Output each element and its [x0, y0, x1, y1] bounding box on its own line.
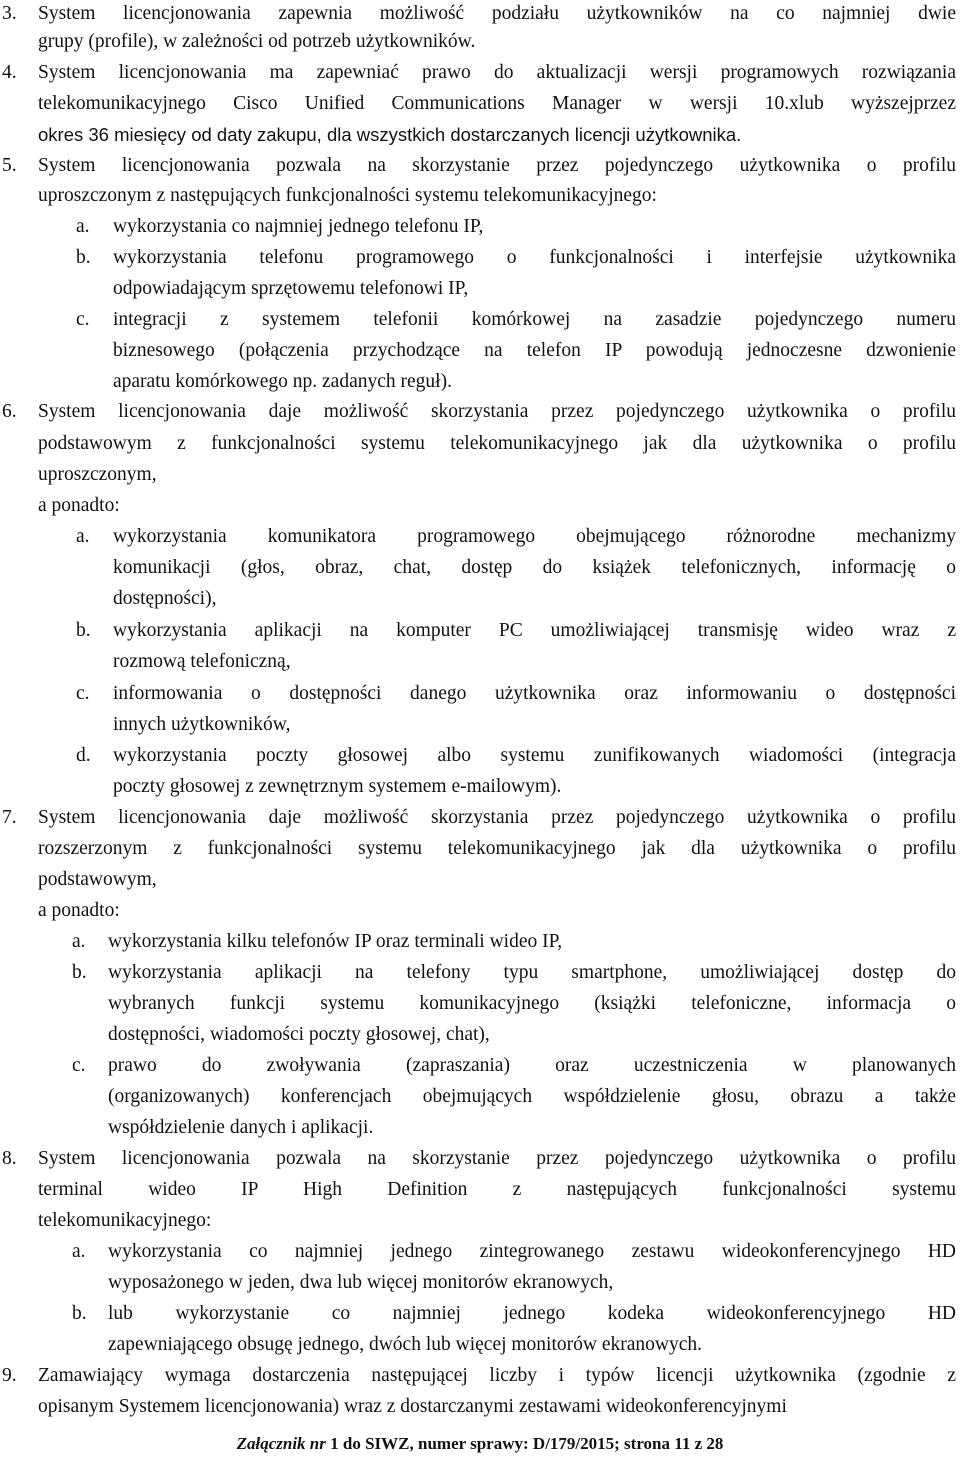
subitem-text: współdzielenie danych i aplikacji. — [108, 1117, 374, 1138]
subitem-text: innych użytkowników, — [113, 714, 291, 735]
subitem-letter: c. — [76, 683, 90, 704]
page-footer — [0, 1434, 960, 1454]
subitem-text: wykorzystania aplikacji na telefony typu smartphone, umożliwiającej dostęp do — [108, 962, 956, 983]
subitem-text: wykorzystania co najmniej jednego zintegrowanego zestawu wideokonferencyjnego HD — [108, 1241, 956, 1262]
subitem-letter: a. — [72, 931, 86, 952]
subitem-letter: b. — [76, 247, 91, 268]
item-text: podstawowym, — [38, 869, 157, 890]
subitem-text: odpowiadającym sprzętowemu telefonowi IP, — [113, 278, 469, 299]
subitem-letter: d. — [76, 745, 91, 766]
subitem-text: wyposażonego w jeden, dwa lub więcej monitorów ekranowych, — [108, 1272, 614, 1293]
subitem-text: wykorzystania aplikacji na komputer PC umożliwiającej transmisję wideo wraz z — [113, 620, 956, 641]
item-text: opisanym Systemem licencjonowania) wraz z dostarczanymi zestawami wideokonferencyjnymi — [38, 1396, 787, 1417]
subitem-letter: c. — [76, 309, 90, 330]
item-text: uproszczonym z następujących funkcjonalności systemu telekomunikacyjnego: — [38, 185, 657, 206]
item-text: a ponadto: — [38, 900, 120, 921]
subitem-letter: b. — [72, 1303, 87, 1324]
item-number: 7. — [2, 807, 17, 828]
item-number: 6. — [2, 401, 17, 422]
item-text: telekomunikacyjnego Cisco Unified Communications Manager w wersji 10.xlub wyższejprzez — [38, 93, 956, 114]
item-text: telekomunikacyjnego: — [38, 1210, 212, 1231]
item-text: System licencjonowania ma zapewniać prawo do aktualizacji wersji programowych rozwiązania — [38, 62, 956, 83]
item-text: Zamawiający wymaga dostarczenia następującej liczby i typów licencji użytkownika (zgodnie z — [38, 1365, 956, 1386]
footer-attachment-label: Załącznik nr — [236, 1434, 326, 1453]
item-text: terminal wideo IP High Definition z następujących funkcjonalności systemu — [38, 1179, 956, 1200]
footer-case-info: 1 do SIWZ, numer sprawy: D/179/2015; strona 11 z 28 — [325, 1434, 724, 1453]
subitem-text: komunikacji (głos, obraz, chat, dostęp do książek telefonicznych, informację o — [113, 557, 956, 578]
subitem-text: (organizowanych) konferencjach obejmujących współdzielenie głosu, obrazu a także — [108, 1086, 956, 1107]
subitem-text: rozmową telefoniczną, — [113, 651, 291, 672]
item-text: System licencjonowania pozwala na skorzystanie przez pojedynczego użytkownika o profilu — [38, 1148, 956, 1169]
subitem-text: dostępności, wiadomości poczty głosowej, chat), — [108, 1024, 490, 1045]
item-number: 5. — [2, 155, 17, 176]
subitem-letter: a. — [72, 1241, 86, 1262]
item-text: podstawowym z funkcjonalności systemu telekomunikacyjnego jak dla użytkownika o profilu — [38, 433, 956, 454]
subitem-text: wykorzystania kilku telefonów IP oraz terminali wideo IP, — [108, 931, 563, 952]
subitem-text: informowania o dostępności danego użytkownika oraz informowaniu o dostępności — [113, 683, 956, 704]
subitem-text: integracji z systemem telefonii komórkowej na zasadzie pojedynczego numeru — [113, 309, 956, 330]
item-number: 4. — [2, 62, 17, 83]
item-text: System licencjonowania zapewnia możliwość podziału użytkowników na co najmniej dwie — [38, 3, 956, 24]
subitem-letter: a. — [76, 216, 90, 237]
item-text: System licencjonowania daje możliwość skorzystania przez pojedynczego użytkownika o profilu — [38, 401, 956, 422]
subitem-text: zapewniającego obsugę jednego, dwóch lub więcej monitorów ekranowych. — [108, 1334, 703, 1355]
subitem-text: wykorzystania poczty głosowej albo systemu zunifikowanych wiadomości (integracja — [113, 745, 956, 766]
item-text: grupy (profile), w zależności od potrzeb użytkowników. — [38, 31, 476, 52]
subitem-text: wykorzystania telefonu programowego o funkcjonalności i interfejsie użytkownika — [113, 247, 956, 268]
subitem-text: wykorzystania co najmniej jednego telefonu IP, — [113, 216, 484, 237]
subitem-letter: b. — [72, 962, 87, 983]
item-number: 3. — [2, 3, 17, 24]
subitem-letter: c. — [72, 1055, 86, 1076]
subitem-letter: a. — [76, 526, 90, 547]
subitem-text: dostępności), — [113, 588, 217, 609]
subitem-text: wybranych funkcji systemu komunikacyjnego (książki telefoniczne, informacja o — [108, 993, 956, 1014]
subitem-text: wykorzystania komunikatora programowego obejmującego różnorodne mechanizmy — [113, 526, 956, 547]
subitem-text: prawo do zwoływania (zapraszania) oraz uczestniczenia w planowanych — [108, 1055, 956, 1076]
item-text: System licencjonowania pozwala na skorzystanie przez pojedynczego użytkownika o profilu — [38, 155, 956, 176]
subitem-text: poczty głosowej z zewnętrznym systemem e-mailowym). — [113, 776, 562, 797]
item-text: uproszczonym, — [38, 464, 157, 485]
item-text: rozszerzonym z funkcjonalności systemu telekomunikacyjnego jak dla użytkownika o profilu — [38, 838, 956, 859]
item-text: System licencjonowania daje możliwość skorzystania przez pojedynczego użytkownika o profilu — [38, 807, 956, 828]
item-number: 9. — [2, 1365, 17, 1386]
item-text: okres 36 miesięcy od daty zakupu, dla wszystkich dostarczanych licencji użytkownika. — [38, 124, 742, 145]
subitem-text: aparatu komórkowego np. zadanych reguł). — [113, 371, 452, 392]
subitem-letter: b. — [76, 620, 91, 641]
item-number: 8. — [2, 1148, 17, 1169]
item-text: a ponadto: — [38, 495, 120, 516]
subitem-text: biznesowego (połączenia przychodzące na telefon IP powodują jednoczesne dzwonienie — [113, 340, 956, 361]
subitem-text: lub wykorzystanie co najmniej jednego kodeka wideokonferencyjnego HD — [108, 1303, 956, 1324]
